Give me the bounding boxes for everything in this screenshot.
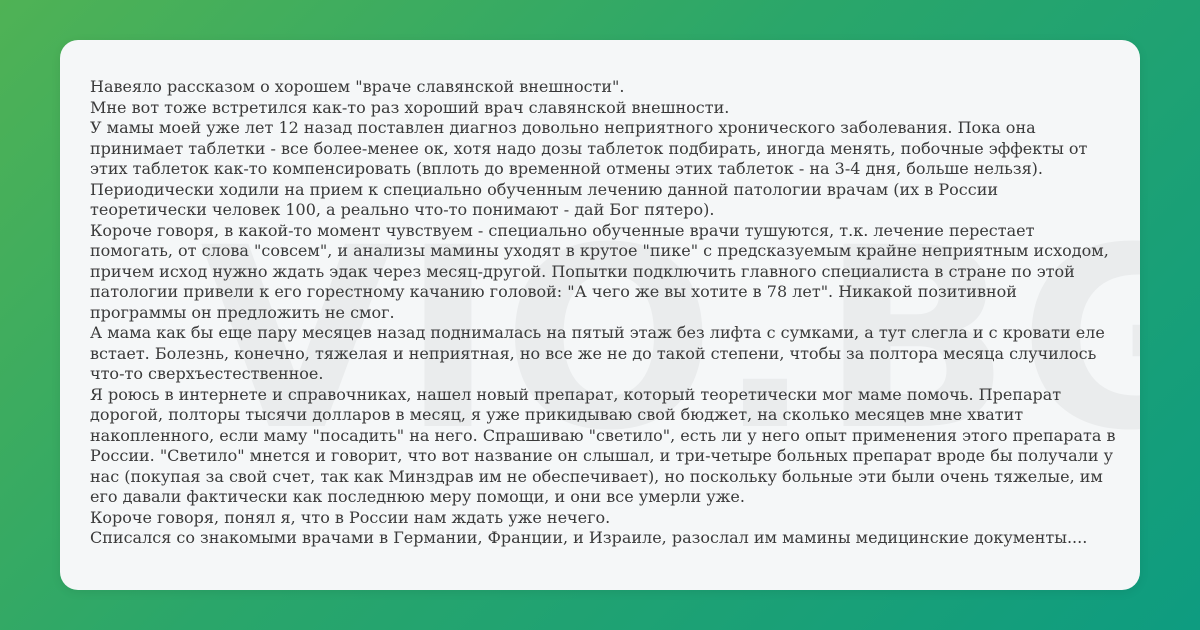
post-card — [60, 40, 1140, 590]
paragraph: А мама как бы еще пару месяцев назад поднималась на пятый этаж без лифта с сумками, а тут слегла и с кровати еле встает. Болезнь, конечно, тяжелая и неприятная, но все же не до такой степени, чтобы за полтора месяца случилось что-то сверхъестественное. — [90, 323, 1105, 383]
paragraph: Короче говоря, понял я, что в России нам ждать уже нечего. — [90, 507, 611, 527]
paragraph: Периодически ходили на прием к специально обученным лечению данной патологии врачам (их в России теоретически человек 100, а реально что-то понимают - дай Бог пятеро). — [90, 179, 999, 219]
paragraph: Я роюсь в интернете и справочниках, нашел новый препарат, который теоретически мог маме помочь. Препарат дорогой, полторы тысячи долларов в месяц, я уже прикидываю свой бюджет, на сколько месяцев мне хватит накопленного, если маму "посадить" на него. Спрашиваю "светило", есть ли у него опыт применения этого препарата в России. "Светило" мнется и говорит, что вот название он слышал, и три-четыре больных препарат вроде бы получали у нас (покупая за свой счет, так как Минздрав им не обеспечивает), но поскольку больные эти были очень тяжелые, им его давали фактически как последнюю меру помощи, и они все умерли уже. — [90, 384, 1116, 506]
paragraph: Списался со знакомыми врачами в Германии, Франции, и Израиле, разослал им мамины медицинские документы.... — [90, 528, 1088, 547]
paragraph: Мне вот тоже встретился как-то раз хороший врач славянской внешности. — [90, 97, 730, 117]
paragraph: Короче говоря, в какой-то момент чувствуем - специально обученные врачи тушуются, т.к. лечение перестает помогать, от слова "совсем", и анализы мамины уходят в крутое "пике" с предсказуемым крайне неприятным исходом, причем исход нужно ждать эдак через месяц-другой. Попытки подключить главного специалиста в стране по этой патологии привели к его горестному качанию головой: "А чего же вы хотите в 78 лет". Никакой позитивной программы он предложить не смог. — [90, 220, 1109, 322]
post-text — [90, 77, 1118, 549]
paragraph: У мамы моей уже лет 12 назад поставлен диагноз довольно неприятного хронического заболевания. Пока она принимает таблетки - все более-менее ок, хотя надо дозы таблеток подбирать, иногда менять, побочные эффекты от этих таблеток как-то компенсировать (вплоть до временной отмены этих таблеток - на 3-4 дня, больше нельзя). — [90, 118, 1088, 178]
paragraph: Навеяло рассказом о хорошем "враче славянской внешности". — [90, 77, 625, 96]
